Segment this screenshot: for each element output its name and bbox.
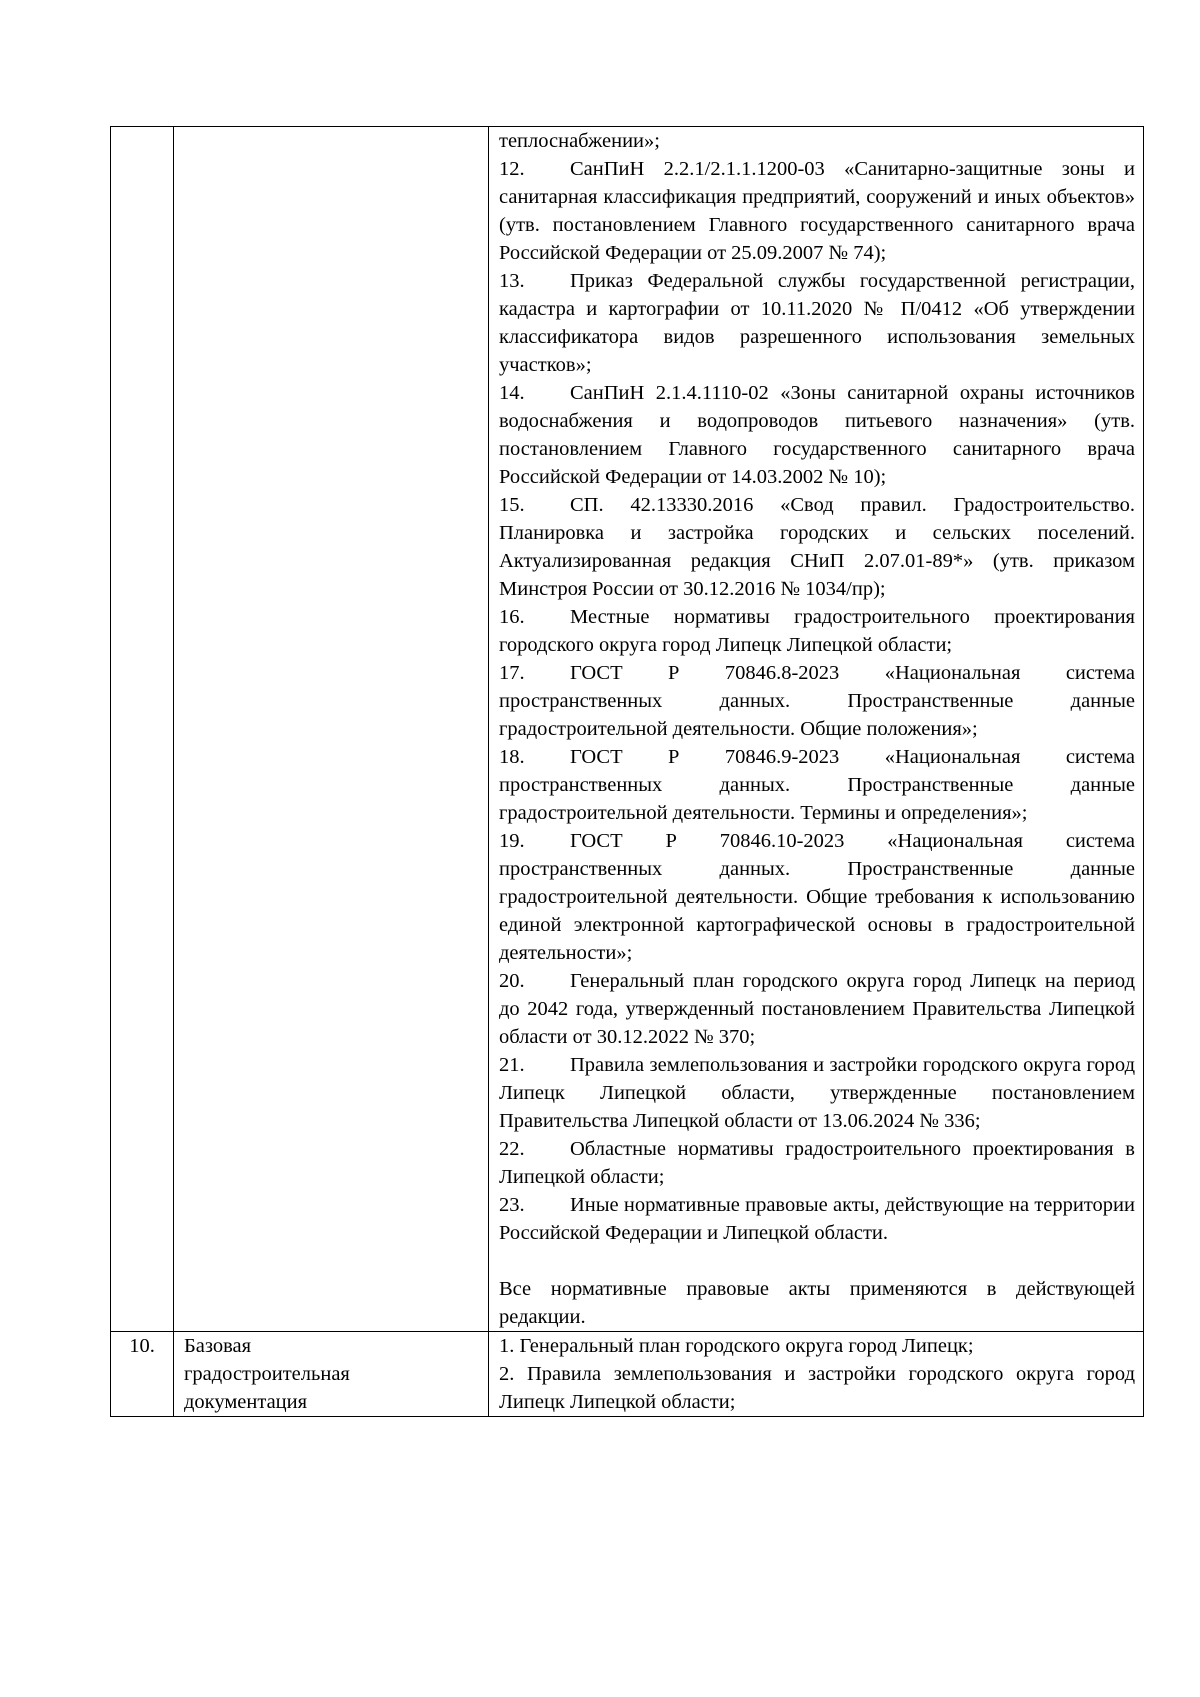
list-item-text: Генеральный план городского округа город Липецк на период до 2042 года, утвержденный постановлением Правительства Липецкой области от 30.12.2022 № 370; [499, 970, 1135, 1048]
list-item-number: 23. [499, 1194, 525, 1216]
row-content-cell [489, 127, 1144, 1332]
row-name-cell [174, 1332, 489, 1417]
spacer [499, 1247, 1135, 1275]
list-item-number: 16. [499, 606, 525, 628]
list-item [499, 743, 1135, 827]
list-item [499, 155, 1135, 267]
list-item [499, 1191, 1135, 1247]
list-item-text: СП. 42.13330.2016 «Свод правил. Градостроительство. Планировка и застройка городских и сельских поселений. Актуализированная редакция СНиП 2.07.01-89*» (утв. приказом Минстроя России от 30.12.2016 № 1034/пр); [499, 494, 1135, 600]
list-item: 1. Генеральный план городского округа город Липецк; [499, 1335, 974, 1357]
row-number-cell [111, 1332, 174, 1417]
list-item [499, 603, 1135, 659]
list-item-text: ГОСТ Р 70846.10-2023 «Национальная система пространственных данных. Пространственные данные градостроительной деятельности. Общие требования к использованию единой электронной картографической основы в градостроительной деятельности»; [499, 830, 1135, 964]
list-item-number: 22. [499, 1138, 525, 1160]
list-item-text: Местные нормативы градостроительного проектирования городского округа город Липецк Липецкой области; [499, 606, 1135, 656]
list-item [499, 827, 1135, 967]
list-item-text: Областные нормативы градостроительного проектирования в Липецкой области; [499, 1138, 1135, 1188]
list-item-text: ГОСТ Р 70846.9-2023 «Национальная система пространственных данных. Пространственные данные градостроительной деятельности. Термины и определения»; [499, 746, 1135, 824]
list-item-text: Приказ Федеральной службы государственной регистрации, кадастра и картографии от 10.11.2020 № П/0412 «Об утверждении классификатора видов разрешенного использования земельных участков»; [499, 270, 1135, 376]
lead-line: теплоснабжении»; [499, 130, 660, 152]
row-name-line: документация [184, 1391, 308, 1413]
list-item [499, 967, 1135, 1051]
list-item-text: СанПиН 2.1.4.1110-02 «Зоны санитарной охраны источников водоснабжения и водопроводов питьевого назначения» (утв. постановлением Главного государственного санитарного врача Российской Федерации от 14.03.2002 № 10); [499, 382, 1135, 488]
list-item-number: 12. [499, 158, 525, 180]
content-block [489, 1332, 1143, 1416]
list-item-text: ГОСТ Р 70846.8-2023 «Национальная система пространственных данных. Пространственные данные градостроительной деятельности. Общие положения»; [499, 662, 1135, 740]
row-content-cell [489, 1332, 1144, 1417]
normative-acts-list [499, 155, 1135, 1247]
list-item-number: 18. [499, 746, 525, 768]
list-item-number: 21. [499, 1054, 525, 1076]
list-item [499, 379, 1135, 491]
row-name-line: градостроительная [184, 1363, 350, 1385]
list-item-number: 19. [499, 830, 525, 852]
list-item-text: Иные нормативные правовые акты, действующие на территории Российской Федерации и Липецкой области. [499, 1194, 1135, 1244]
row-number-cell [111, 127, 174, 1332]
row-name-cell [174, 127, 489, 1332]
list-item [499, 267, 1135, 379]
closing-note: Все нормативные правовые акты применяются в действующей редакции. [499, 1278, 1135, 1328]
list-item [499, 491, 1135, 603]
list-item-text: Правила землепользования и застройки городского округа город Липецк Липецкой области, утвержденные постановлением Правительства Липецкой области от 13.06.2024 № 336; [499, 1054, 1135, 1132]
list-item-number: 13. [499, 270, 525, 292]
list-item [499, 1051, 1135, 1135]
row-name [174, 1332, 488, 1416]
table-row [111, 1332, 1144, 1417]
list-item-text: СанПиН 2.2.1/2.1.1.1200-03 «Санитарно-защитные зоны и санитарная классификация предприятий, сооружений и иных объектов» (утв. постановлением Главного государственного санитарного врача Российской Федерации от 25.09.2007 № 74); [499, 158, 1135, 264]
list-item [499, 1135, 1135, 1191]
list-item [499, 659, 1135, 743]
list-item-number: 17. [499, 662, 525, 684]
table-row [111, 127, 1144, 1332]
list-item-number: 15. [499, 494, 525, 516]
row-name-line: Базовая [184, 1335, 252, 1357]
list-item-number: 14. [499, 382, 525, 404]
content-block [489, 127, 1143, 1331]
requirements-table [110, 126, 1144, 1417]
list-item-number: 20. [499, 970, 525, 992]
row-number: 10. [129, 1335, 155, 1357]
list-item: 2. Правила землепользования и застройки городского округа город Липецк Липецкой области; [499, 1363, 1135, 1413]
